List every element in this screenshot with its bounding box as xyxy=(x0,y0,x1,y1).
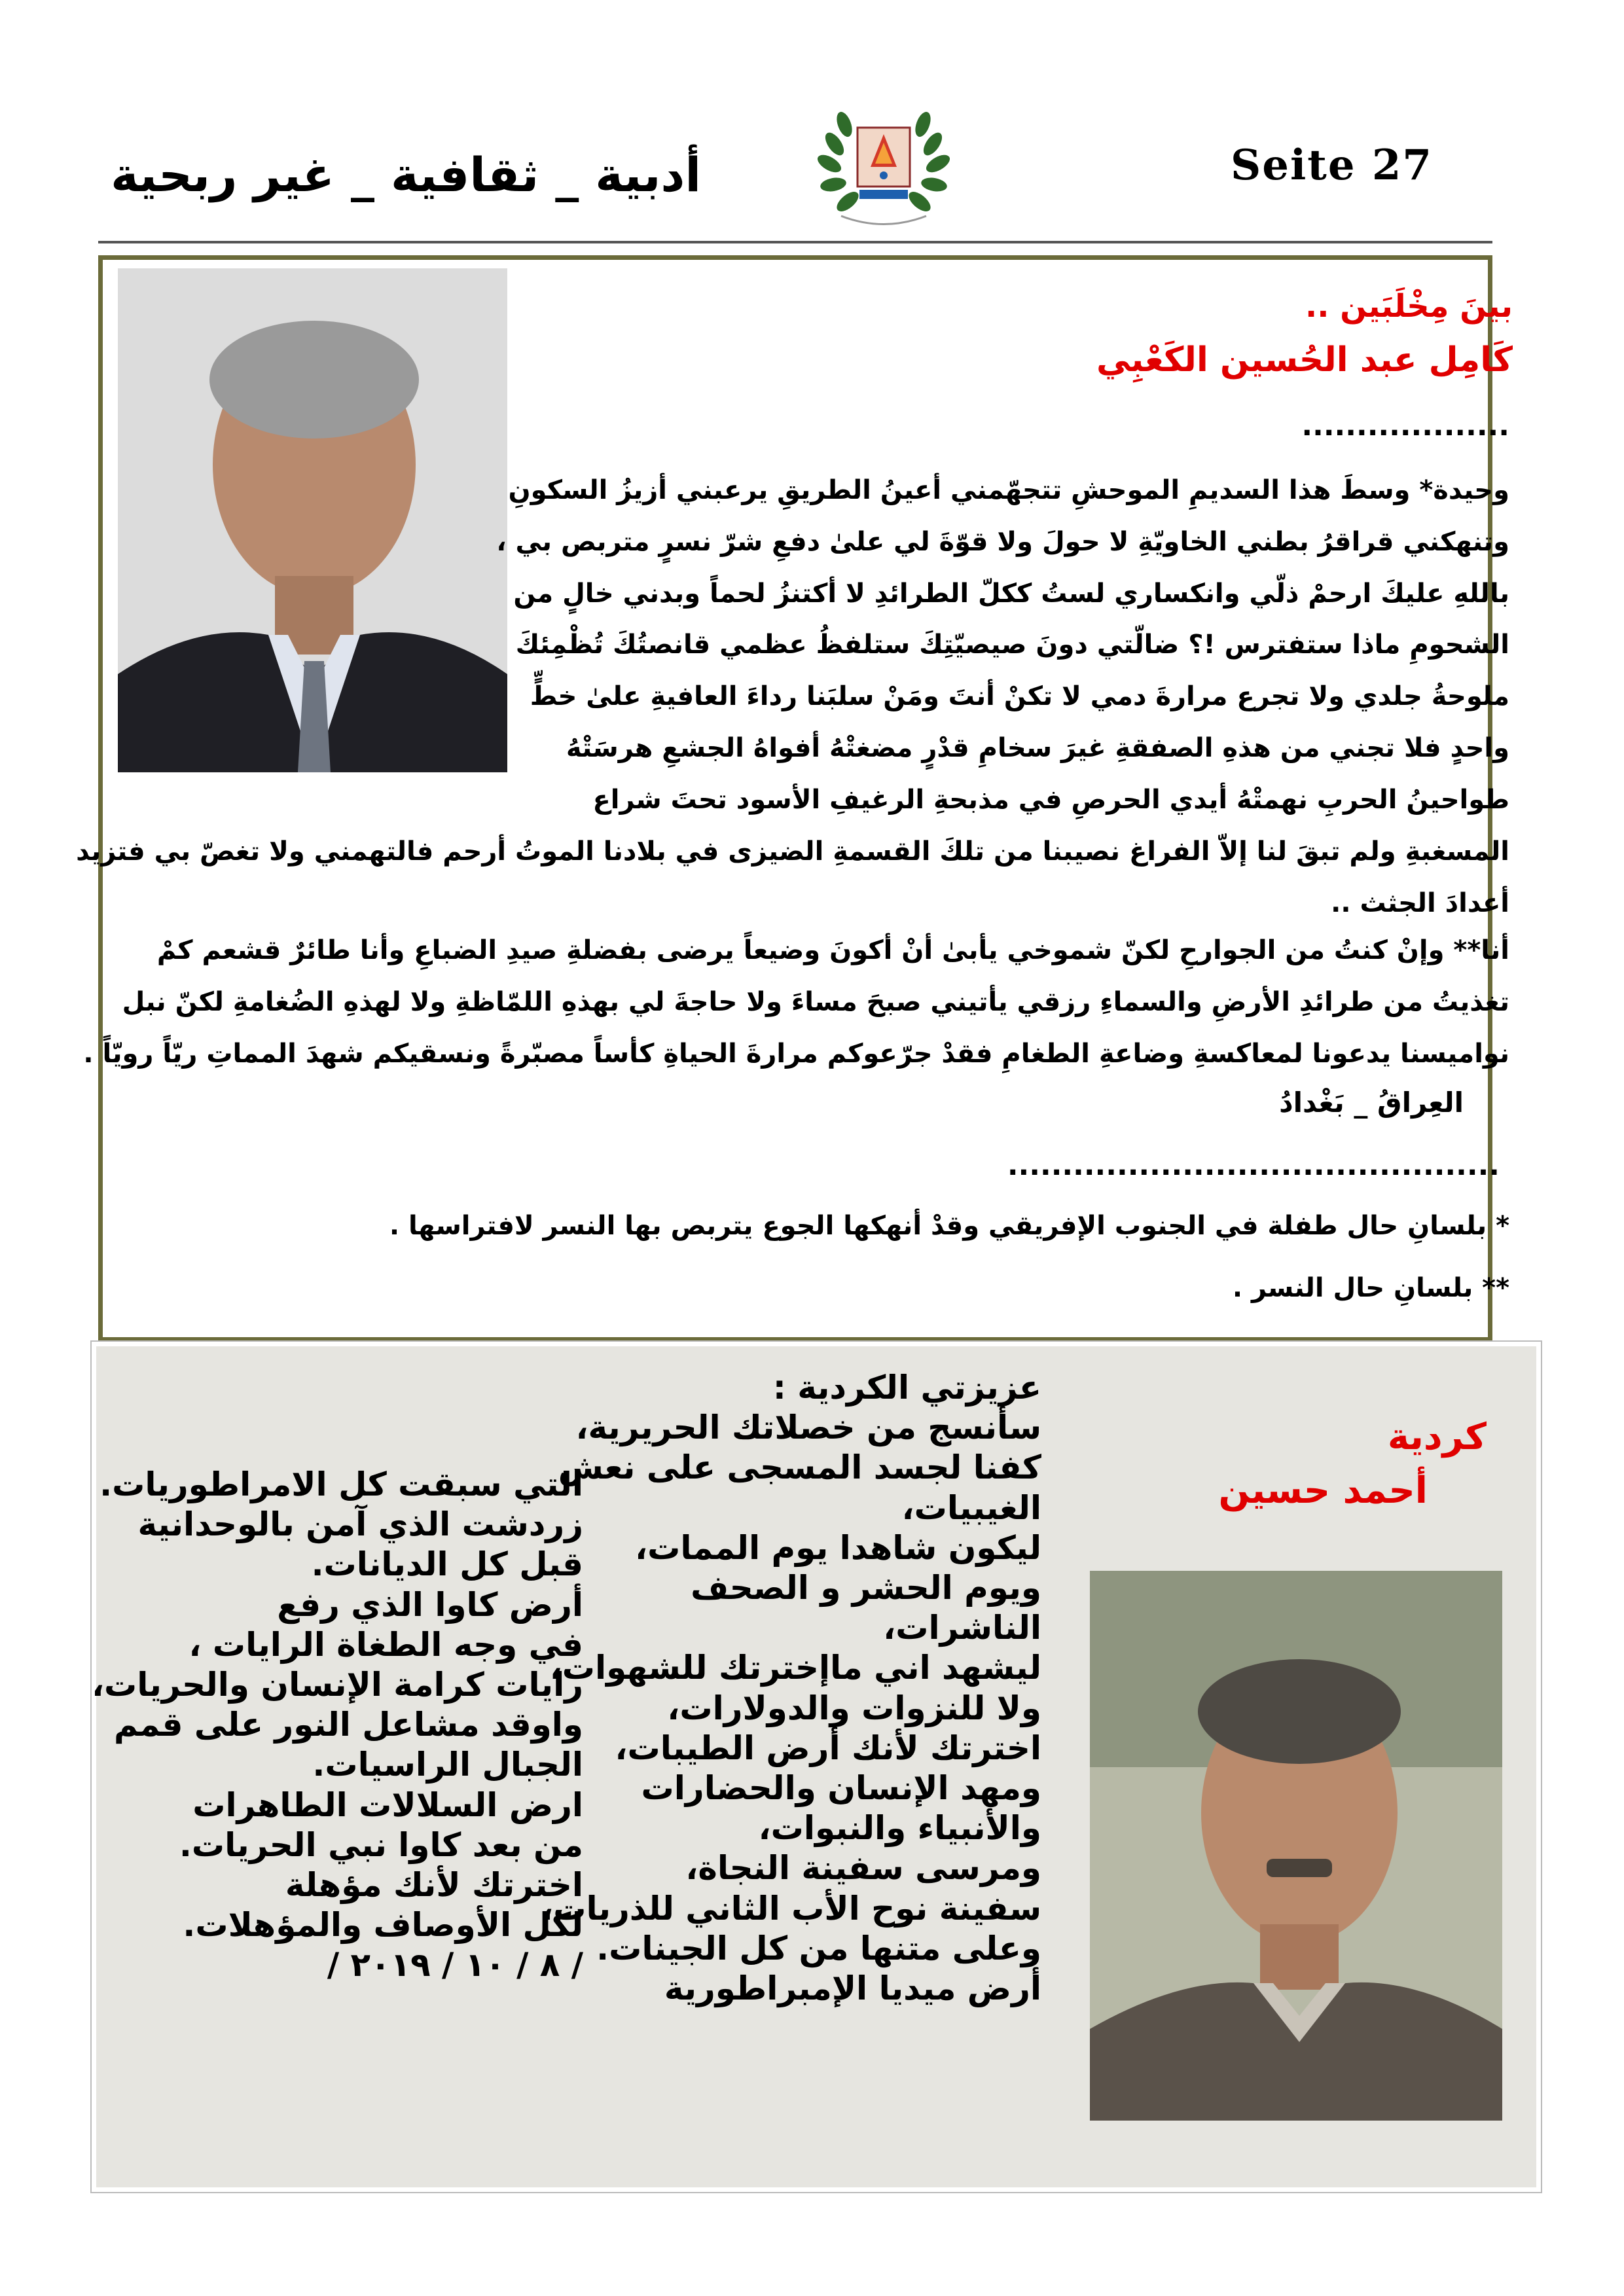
poem-line: عزيزتي الكردية : xyxy=(772,1369,1041,1407)
poem-line: أرض كاوا الذي رفع xyxy=(277,1585,583,1624)
poem-column-1 xyxy=(541,1368,1041,2009)
text-line: ملوحةُ جلدي ولا تجرع مرارةَ دمي لا تكنْ أنتَ ومَنْ سلبَنا رداءَ العافيةِ علىٰ خطٍّ xyxy=(530,681,1509,712)
text-line: أعدادَ الجثث .. xyxy=(1331,888,1509,918)
poem-line: واوقد مشاعل النور على قمم xyxy=(113,1706,583,1744)
article-title: بينَ مِخْلَبَين .. xyxy=(1305,288,1513,325)
poem-line: في وجه الطغاة الرايات ، xyxy=(189,1625,583,1664)
poem-column-2 xyxy=(92,1465,583,1986)
poem-line: رايات كرامة الإنسان والحريات، xyxy=(92,1666,583,1704)
poem-line: الناشرات، xyxy=(883,1609,1041,1647)
article-author: كَامِل عبد الحُسين الكَعْبِي xyxy=(1096,340,1513,380)
text-line: طواحينُ الحربِ نهمتْهُ أيدي الحرصِ في مذبحةِ الرغيفِ الأسود تحتَ شراع xyxy=(592,784,1509,815)
text-line: وحيدة* وسطَ هذا السديمِ الموحشِ تتجهّمني أعينُ الطريقِ يرعبني أزيزُ السكونِ xyxy=(508,475,1509,505)
separator-dots: ............................................. xyxy=(1007,1149,1500,1182)
poem-line: / ٨ / ١٠ / ٢٠١٩ / xyxy=(327,1946,583,1984)
poem-line: الجبال الراسيات. xyxy=(312,1746,583,1784)
poem-line: ارض السلالات الطاهرات xyxy=(192,1785,583,1824)
page-number: Seite 27 xyxy=(1231,141,1433,190)
text-line: نواميسنا يدعونا لمعاكسةِ وضاعةِ الطغامِ فقدْ جرّعوكم مرارةَ الحياةِ كأساً مصبّرةً ونسقيكم شهدَ المماتِ ريّاً رويّاً . xyxy=(83,1038,1509,1069)
text-line: الشحومِ ماذا ستفترس !؟ ضالّتي دونَ صيصيّتِكَ ستلفظُ عظمي قانصتُكَ تُظْمِئكَ xyxy=(515,630,1509,660)
poem-line: ومهد الإنسان والحضارات xyxy=(641,1769,1041,1808)
text-line: المسغبةِ ولم تبقَ لنا إلاّ الفراغ نصيبنا من تلكَ القسمةِ الضيزى في بلادنا الموتُ أرحم فالتهمني ولا تغصّ بي فتزيد xyxy=(76,836,1509,867)
poem-line: اخترتك لأنك مؤهلة xyxy=(285,1866,583,1905)
text-line: تغذيتُ من طرائدِ الأرضِ والسماءِ رزقي يأتيني صبحَ مساءَ ولا حاجةَ لي بهذهِ اللمّاظةِ ولا لهذهِ الضُغامةِ لكنّ نبل xyxy=(122,986,1509,1017)
poet-photo xyxy=(1090,1571,1502,2121)
poem-line: اخترتك لأنك أرض الطيبات، xyxy=(615,1729,1041,1767)
text-line: باللهِ عليكَ ارحمْ ذلّي وانكساري لستُ ككلّ الطرائدِ لا أكتنزُ لحماً وبدني خالٍ من xyxy=(513,578,1509,609)
poem-line: ليشهد اني ماإخترتك للشهوات، xyxy=(549,1649,1041,1687)
text-line: أنا** وإنْ كنتُ من الجوارحِ لكنّ شموخي يأبىٰ أنْ أكونَ وضيعاً يرضى بفضلةِ صيدِ الضباعِ وأنا طائرٌ قشعم كمْ xyxy=(156,935,1509,965)
author-photo xyxy=(118,268,507,772)
poem-line: سفينة نوح الأب الثاني للذريات، xyxy=(541,1889,1041,1928)
header-tagline: أدبية _ ثقافية _ غير ربحية xyxy=(111,147,701,202)
article-location: العِراقُ _ بَغْدادُ xyxy=(1279,1086,1464,1119)
footnote: * بلسانِ حال طفلة في الجنوب الإفريقي وقدْ أنهكها الجوع يتربص بها النسر لافتراسها . xyxy=(389,1211,1509,1241)
poem-line: والأنبياء والنبوات، xyxy=(758,1809,1041,1848)
article-paragraph-2 xyxy=(83,925,1509,1079)
poem-line: التي سبقت كل الامراطوريات. xyxy=(99,1465,583,1503)
text-line: وتنهكني قراقرُ بطني الخاويّةِ لا حولَ ولا قوّةَ لي علىٰ دفعِ شرّ نسرٍ متربص بي ، xyxy=(496,526,1509,557)
poem-title: كردية xyxy=(1387,1416,1487,1458)
poem-line: ويوم الحشر و الصحف xyxy=(691,1569,1041,1607)
magazine-logo xyxy=(782,98,985,236)
poem-author: أحمد حسين xyxy=(1218,1469,1428,1512)
poem-line: لكل الأوصاف والمؤهلات. xyxy=(183,1906,583,1945)
poem-line: وعلى متنها من كل الجينات. xyxy=(596,1929,1041,1967)
poem-line: من بعد كاوا نبي الحريات. xyxy=(179,1825,583,1864)
poem-line: سأنسج من خصلاتك الحريرية، xyxy=(575,1408,1041,1447)
footnote: ** بلسانِ حال النسر . xyxy=(1232,1273,1509,1303)
poem-line: كفنا لجسد المسجى على نعش xyxy=(558,1448,1041,1487)
header-divider xyxy=(98,241,1492,243)
article-paragraph-1 xyxy=(496,465,1509,826)
separator-dots: ................... xyxy=(1301,409,1509,442)
text-line: واحدٍ فلا تجني من هذهِ الصفقةِ غيرَ سخامِ قدْرٍ مضغتْهُ أفواهُ الجشعِ هرسَتْهُ xyxy=(566,732,1509,763)
poem-line: الغيبيات، xyxy=(901,1488,1041,1527)
poem-line: ولا للنزوات والدولارات، xyxy=(667,1689,1041,1727)
article-paragraph-1-continued xyxy=(76,826,1509,929)
poem-line: قبل كل الديانات. xyxy=(311,1545,583,1584)
poem-line: ليكون شاهدا يوم الممات، xyxy=(635,1528,1041,1567)
poem-line: زردشت الذي آمن بالوحدانية xyxy=(137,1505,583,1544)
poem-line: أرض ميديا الإمبراطورية xyxy=(664,1969,1041,2008)
poem-line: ومرسى سفينة النجاة، xyxy=(685,1849,1041,1888)
